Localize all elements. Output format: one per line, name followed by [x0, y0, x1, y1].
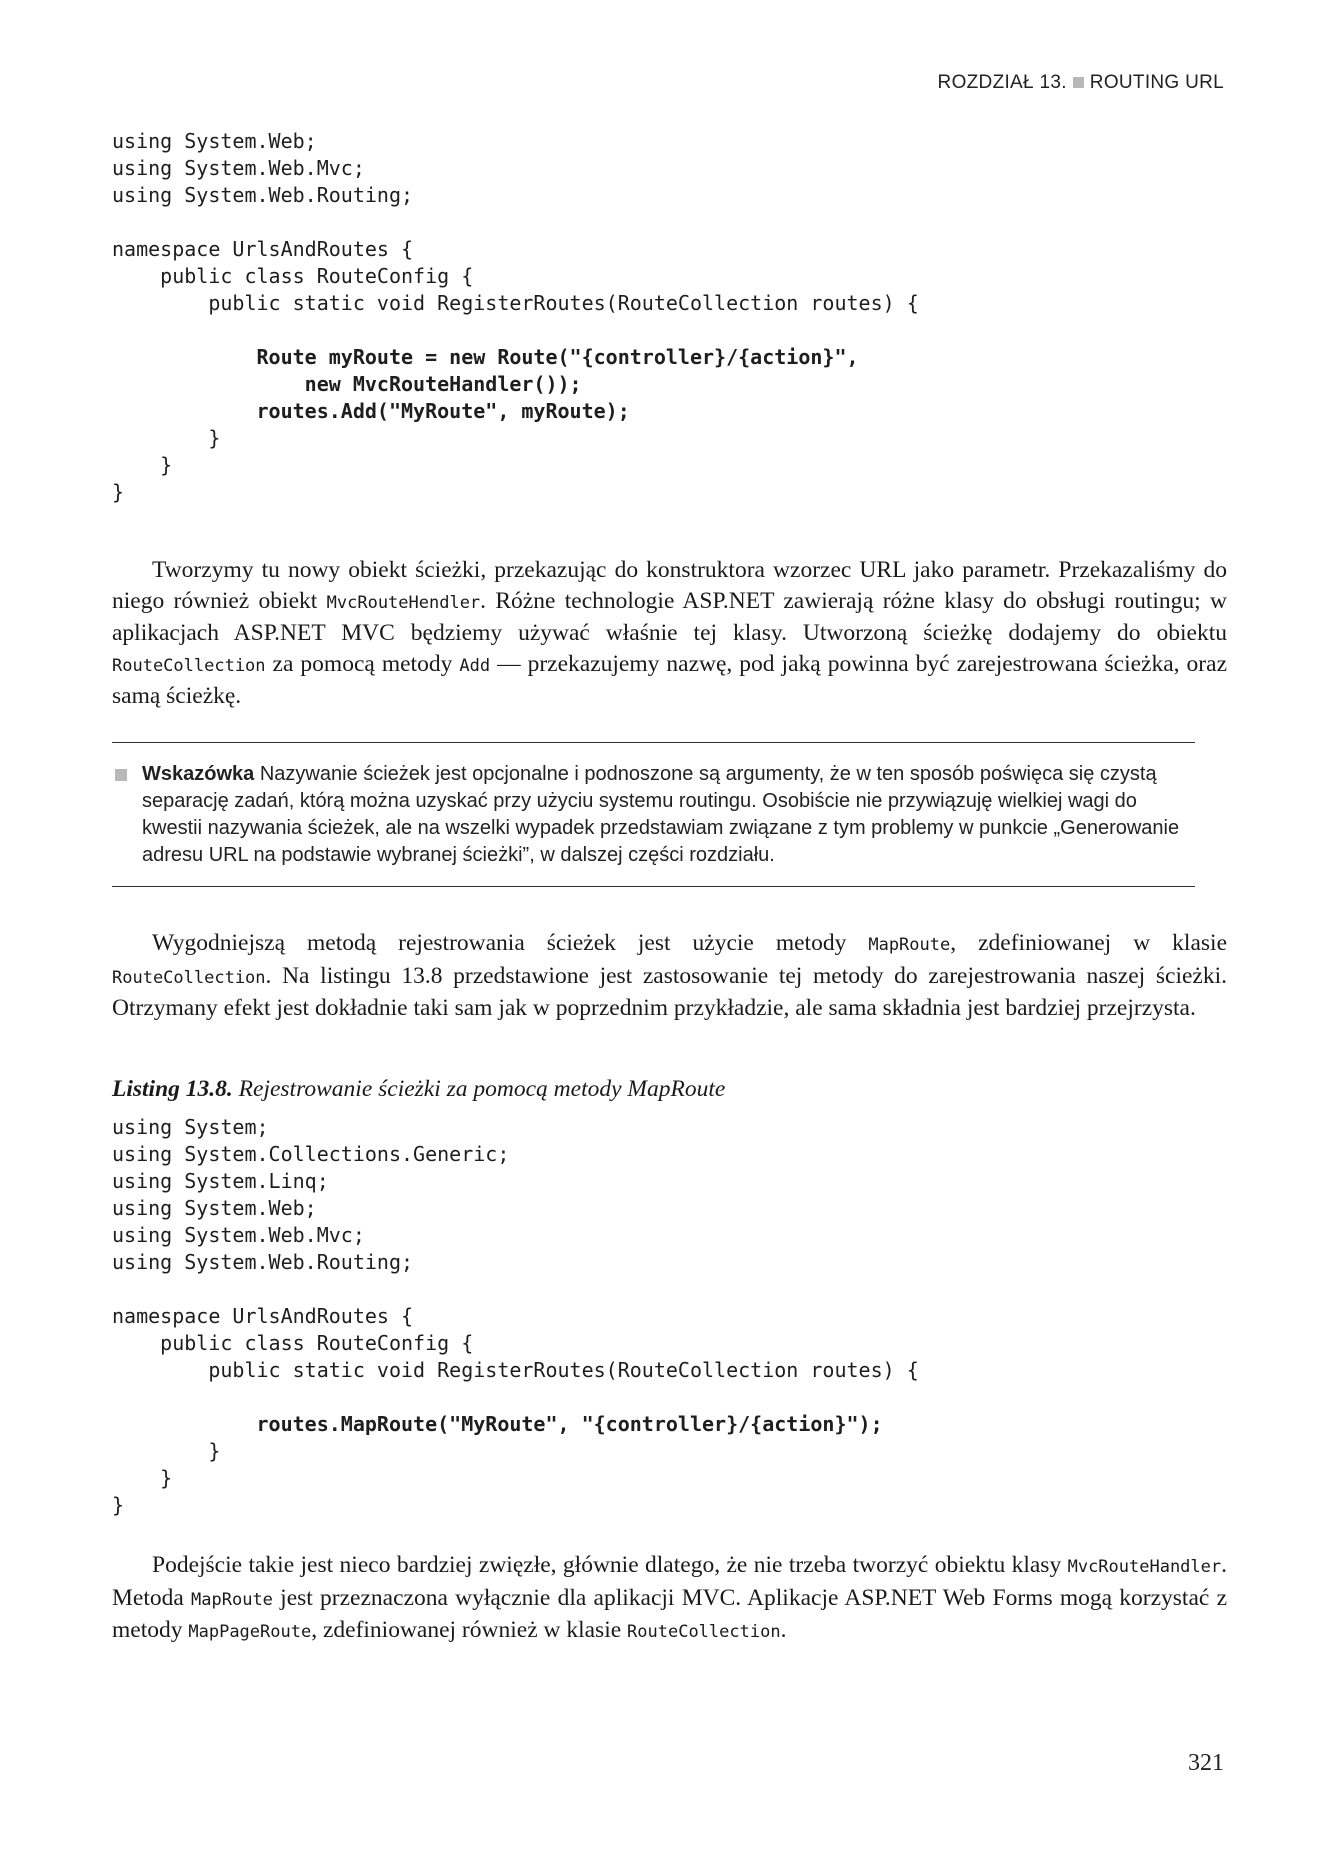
text-run: — przekazujemy nazwę, pod jaką powinna być zarejestrowana ścieżka, oraz samą ścieżkę.	[112, 650, 1227, 709]
code-listing-1	[112, 128, 919, 506]
code-line: using System.Web;	[112, 1196, 317, 1220]
code-line	[112, 1384, 919, 1411]
code-line: using System.Web.Mvc;	[112, 1223, 365, 1247]
code-line-highlighted: routes.Add("MyRoute", myRoute);	[112, 399, 630, 423]
page-number: 321	[1188, 1750, 1224, 1776]
tip-content: Nazywanie ścieżek jest opcjonalne i podnoszone są argumenty, że w ten sposób poświęca się czystą separację zadań, którą można uzyskać przy użyciu systemu routingu. Osobiście nie przywiązuję wielkiej wagi do kwestii nazywania ścieżek, ale na wszelki wypadek przedstawiam związane z tym problemy w punkcie „Generowanie adresu URL na podstawie wybranej ścieżki”, w dalszej części rozdziału.	[142, 763, 1180, 866]
code-line: }	[112, 1466, 173, 1490]
body-paragraph-2	[112, 928, 1227, 1024]
inline-code: RouteCollection	[112, 655, 266, 676]
listing-label: Listing 13.8.	[112, 1076, 233, 1102]
code-line: using System.Web;	[112, 129, 317, 153]
tip-top-rule	[112, 742, 1195, 743]
tip-bottom-rule	[112, 886, 1195, 887]
section-label: ROUTING URL	[1089, 72, 1224, 93]
text-run: .	[780, 1617, 787, 1643]
code-line	[112, 209, 919, 236]
listing-title: Rejestrowanie ścieżki za pomocą metody MapRoute	[232, 1076, 726, 1102]
code-line: using System.Web.Mvc;	[112, 156, 365, 180]
code-line: using System.Collections.Generic;	[112, 1142, 510, 1166]
chapter-label: ROZDZIAŁ 13.	[937, 72, 1067, 93]
text-run: jest przeznaczona wyłącznie dla aplikacji MVC. Aplikacje ASP.NET Web Forms mogą korzystać z metody	[112, 1584, 1227, 1643]
body-paragraph-3	[112, 1550, 1227, 1648]
code-line: using System.Web.Routing;	[112, 1250, 414, 1274]
code-line-highlighted: Route myRoute = new Route("{controller}/{action}",	[112, 345, 859, 369]
code-line: }	[112, 480, 125, 504]
inline-code: MapRoute	[868, 935, 951, 955]
inline-code: RouteCollection	[627, 1622, 781, 1642]
body-paragraph-1	[112, 555, 1227, 712]
text-run: . Różne technologie ASP.NET zawierają różne klasy do obsługi routingu; w aplikacjach ASP.NET MVC będziemy używać właśnie tej klasy. Utworzoną ścieżkę dodajemy do obiektu	[112, 587, 1228, 646]
running-header	[938, 72, 1224, 94]
code-line: }	[112, 426, 221, 450]
code-line: public class RouteConfig {	[112, 1331, 474, 1355]
text-run: za pomocą metody	[265, 650, 460, 677]
code-line-highlighted: routes.MapRoute("MyRoute", "{controller}/{action}");	[112, 1412, 883, 1436]
code-line	[112, 317, 919, 344]
listing-caption	[112, 1076, 725, 1103]
code-listing-2	[112, 1114, 919, 1519]
tip-label: Wskazówka	[142, 763, 255, 785]
code-line: using System.Web.Routing;	[112, 183, 414, 207]
inline-code: MapPageRoute	[188, 1622, 312, 1642]
tip-text	[142, 761, 1195, 869]
tip-box	[112, 761, 1195, 869]
inline-code: RouteCollection	[112, 967, 266, 988]
text-run: , zdefiniowanej w klasie	[950, 930, 1227, 956]
code-line: }	[112, 1493, 125, 1517]
inline-code: MvcRouteHendler	[326, 592, 481, 613]
code-line: using System;	[112, 1115, 269, 1139]
code-line-highlighted: new MvcRouteHandler());	[112, 372, 582, 396]
code-line: using System.Linq;	[112, 1169, 329, 1193]
code-line: }	[112, 453, 173, 477]
code-line: namespace UrlsAndRoutes {	[112, 237, 414, 261]
code-line: public class RouteConfig {	[112, 264, 474, 288]
code-line: namespace UrlsAndRoutes {	[112, 1304, 414, 1328]
code-line: }	[112, 1439, 221, 1463]
code-line: public static void RegisterRoutes(RouteCollection routes) {	[112, 291, 919, 315]
square-bullet-icon	[115, 769, 127, 781]
text-run: Podejście takie jest nieco bardziej zwięzłe, głównie dlatego, że nie trzeba tworzyć obiektu klasy	[152, 1552, 1068, 1578]
code-line: public static void RegisterRoutes(RouteCollection routes) {	[112, 1358, 919, 1382]
inline-code: MapRoute	[191, 1589, 273, 1610]
code-line	[112, 1276, 919, 1303]
text-run: . Na listingu 13.8 przedstawione jest zastosowanie tej metody do zarejestrowania naszej ścieżki. Otrzymany efekt jest dokładnie taki sam jak w poprzednim przykładzie, ale sama składnia jest bardziej przejrzysta.	[112, 962, 1227, 1021]
inline-code: Add	[459, 655, 491, 676]
inline-code: MvcRouteHandler	[1067, 1557, 1222, 1577]
text-run: . Metoda	[112, 1552, 1227, 1611]
text-run: Wygodniejszą metodą rejestrowania ścieżek jest użycie metody	[152, 930, 869, 956]
text-run: Tworzymy tu nowy obiekt ścieżki, przekazując do konstruktora wzorzec URL jako parametr. Przekazaliśmy do niego również obiekt	[112, 557, 1227, 614]
text-run: , zdefiniowanej również w klasie	[311, 1617, 628, 1643]
square-bullet-icon	[1073, 77, 1084, 88]
